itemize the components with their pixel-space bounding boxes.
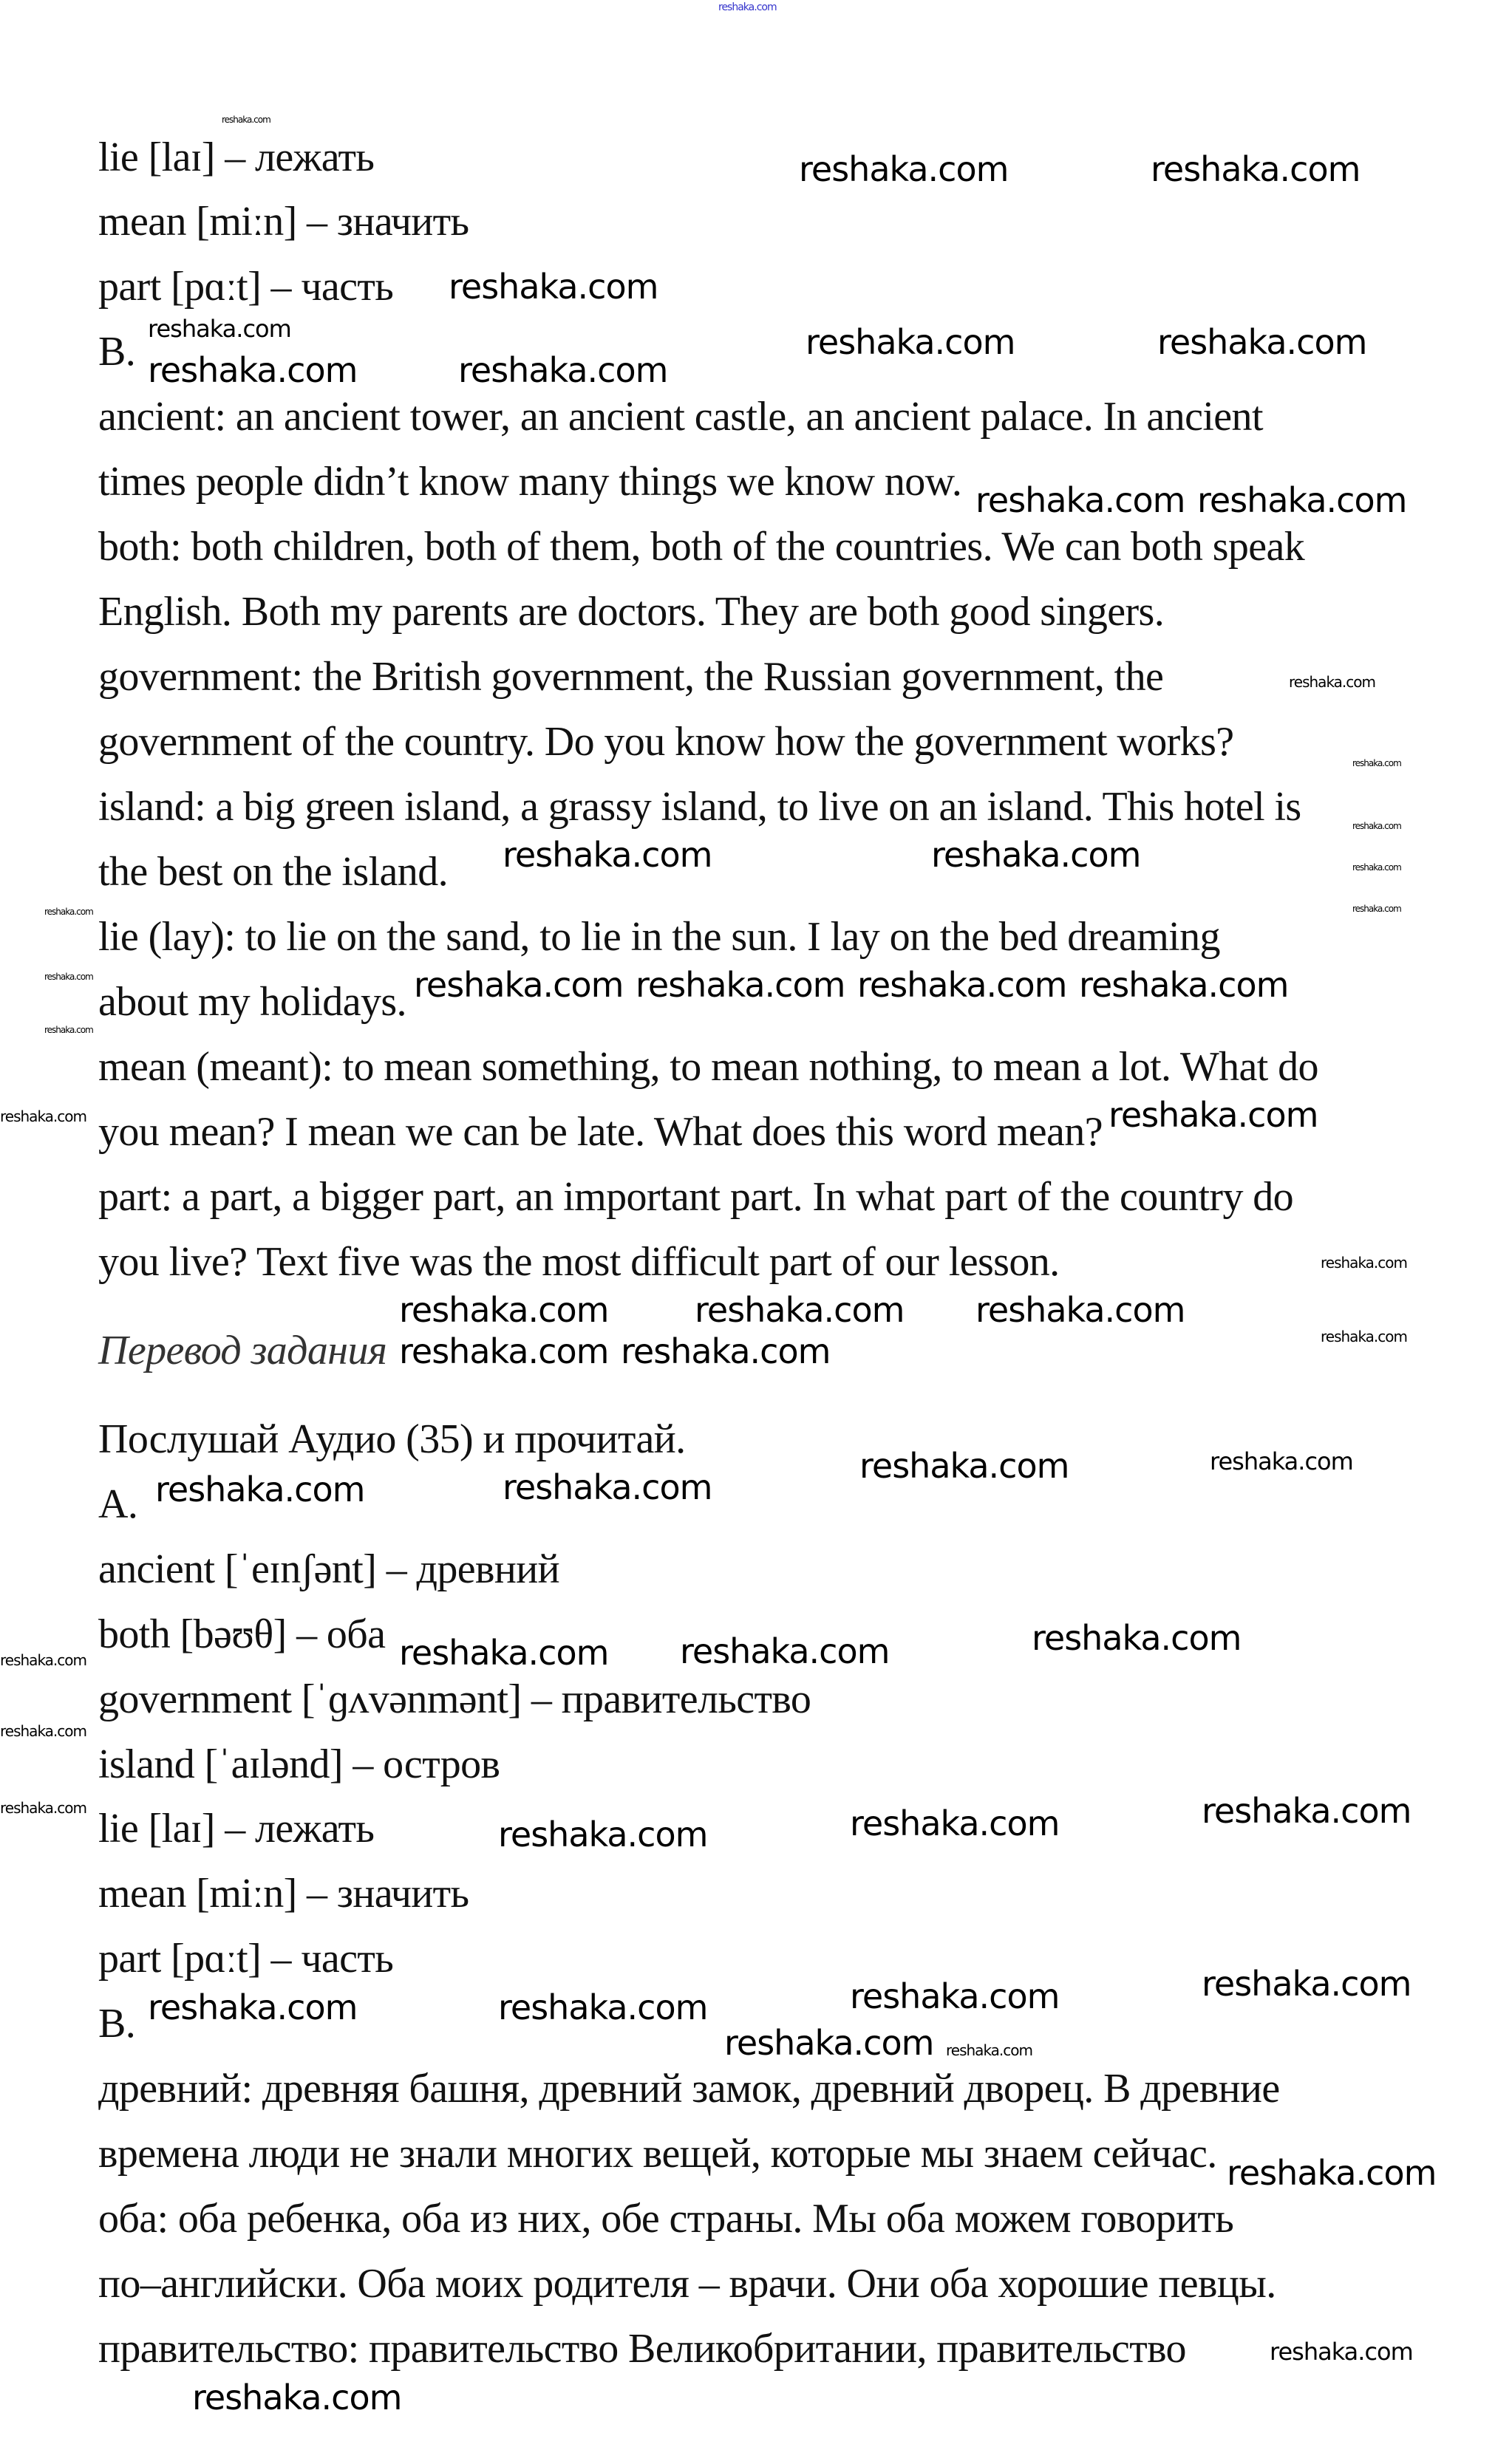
header-site-link[interactable]: reshaka.com bbox=[718, 1, 777, 13]
watermark: reshaka.com bbox=[1109, 1095, 1318, 1135]
text-line: government [ˈɡʌvənmənt] – правительство bbox=[98, 1676, 811, 1722]
watermark: reshaka.com bbox=[498, 1815, 708, 1854]
watermark: reshaka.com bbox=[222, 115, 270, 125]
watermark: reshaka.com bbox=[503, 1467, 712, 1507]
text-line: lie (lay): to lie on the sand, to lie in the sun. I lay on the bed dreaming bbox=[98, 914, 1220, 960]
watermark: reshaka.com bbox=[1289, 673, 1375, 691]
text-line: времена люди не знали многих вещей, которые мы знаем сейчас. bbox=[98, 2131, 1217, 2177]
watermark: reshaka.com bbox=[1151, 149, 1361, 189]
watermark: reshaka.com bbox=[449, 267, 658, 307]
text-line: both [bəʊθ] – оба bbox=[98, 1611, 386, 1657]
text-line: island [ˈaɪlənd] – остров bbox=[98, 1741, 500, 1787]
watermark: reshaka.com bbox=[975, 480, 1185, 520]
watermark: reshaka.com bbox=[0, 1799, 86, 1817]
text-line: you live? Text five was the most difficult part of our lesson. bbox=[98, 1239, 1060, 1285]
text-line: part [pɑːt] – часть bbox=[98, 1936, 394, 1982]
watermark: reshaka.com bbox=[498, 1987, 708, 2027]
text-line: government of the country. Do you know how the government works? bbox=[98, 719, 1234, 765]
watermark: reshaka.com bbox=[148, 350, 358, 390]
text-line: ancient: an ancient tower, an ancient castle, an ancient palace. In ancient bbox=[98, 394, 1263, 440]
watermark: reshaka.com bbox=[1352, 821, 1401, 831]
text-line: about my holidays. bbox=[98, 979, 406, 1025]
watermark: reshaka.com bbox=[857, 965, 1067, 1005]
text-line: part [pɑːt] – часть bbox=[98, 264, 394, 310]
text-line: правительство: правительство Великобритании, правительство bbox=[98, 2326, 1186, 2372]
text-line: mean [miːn] – значить bbox=[98, 1871, 469, 1917]
watermark: reshaka.com bbox=[1079, 965, 1289, 1005]
text-line: A. bbox=[98, 1481, 138, 1527]
text-line: B. bbox=[98, 329, 136, 375]
text-line: island: a big green island, a grassy island, to live on an island. This hotel is bbox=[98, 784, 1301, 830]
watermark: reshaka.com bbox=[44, 1025, 93, 1035]
watermark: reshaka.com bbox=[0, 1722, 86, 1740]
watermark: reshaka.com bbox=[859, 1446, 1069, 1486]
text-line: оба: оба ребенка, оба из них, обе страны. Мы оба можем говорить bbox=[98, 2196, 1234, 2242]
text-line: English. Both my parents are doctors. They are both good singers. bbox=[98, 589, 1165, 635]
watermark: reshaka.com bbox=[1352, 904, 1401, 914]
watermark: reshaka.com bbox=[1352, 758, 1401, 768]
watermark: reshaka.com bbox=[503, 835, 712, 875]
watermark: reshaka.com bbox=[155, 1470, 365, 1509]
text-line: mean (meant): to mean something, to mean nothing, to mean a lot. What do bbox=[98, 1044, 1318, 1090]
watermark: reshaka.com bbox=[148, 1987, 358, 2027]
watermark: reshaka.com bbox=[724, 2023, 934, 2063]
watermark: reshaka.com bbox=[806, 322, 1015, 362]
watermark: reshaka.com bbox=[1157, 322, 1367, 362]
text-line: древний: древняя башня, древний замок, древний дворец. В древние bbox=[98, 2066, 1280, 2112]
watermark: reshaka.com bbox=[44, 907, 93, 917]
text-line: government: the British government, the Russian government, the bbox=[98, 654, 1164, 700]
watermark: reshaka.com bbox=[399, 1290, 609, 1330]
watermark: reshaka.com bbox=[1202, 1791, 1411, 1831]
watermark: reshaka.com bbox=[975, 1290, 1185, 1330]
watermark: reshaka.com bbox=[0, 1108, 86, 1125]
watermark: reshaka.com bbox=[458, 350, 668, 390]
watermark: reshaka.com bbox=[44, 972, 93, 982]
watermark: reshaka.com bbox=[1321, 1328, 1407, 1345]
text-line: Послушай Аудио (35) и прочитай. bbox=[98, 1416, 686, 1462]
text-line: B. bbox=[98, 2001, 136, 2047]
watermark: reshaka.com bbox=[1202, 1964, 1411, 2004]
text-line: the best on the island. bbox=[98, 849, 449, 895]
watermark: reshaka.com bbox=[1197, 480, 1407, 520]
watermark: reshaka.com bbox=[414, 965, 624, 1005]
watermark: reshaka.com bbox=[1321, 1254, 1407, 1272]
watermark: reshaka.com bbox=[1227, 2153, 1437, 2193]
text-line: по–английски. Оба моих родителя – врачи. Они оба хорошие певцы. bbox=[98, 2261, 1276, 2307]
watermark: reshaka.com bbox=[850, 1803, 1060, 1843]
watermark: reshaka.com bbox=[1352, 862, 1401, 873]
text-line: lie [laɪ] – лежать bbox=[98, 134, 375, 180]
watermark: reshaka.com bbox=[148, 315, 291, 343]
watermark: reshaka.com bbox=[946, 2041, 1032, 2059]
text-line: ancient [ˈeɪnʃənt] – древний bbox=[98, 1546, 560, 1592]
text-line: times people didn’t know many things we know now. bbox=[98, 459, 962, 505]
text-line: lie [laɪ] – лежать bbox=[98, 1806, 375, 1852]
watermark: reshaka.com bbox=[850, 1976, 1060, 2016]
text-line: both: both children, both of them, both of the countries. We can both speak bbox=[98, 524, 1305, 570]
text-line: mean [miːn] – значить bbox=[98, 199, 469, 245]
watermark: reshaka.com bbox=[621, 1331, 831, 1371]
watermark: reshaka.com bbox=[1210, 1447, 1353, 1475]
watermark: reshaka.com bbox=[192, 2378, 402, 2417]
watermark: reshaka.com bbox=[680, 1631, 890, 1671]
section-heading: Перевод задания bbox=[98, 1328, 387, 1373]
watermark: reshaka.com bbox=[0, 1651, 86, 1669]
text-line: part: a part, a bigger part, an important part. In what part of the country do bbox=[98, 1174, 1294, 1220]
watermark: reshaka.com bbox=[399, 1633, 609, 1673]
watermark: reshaka.com bbox=[931, 835, 1141, 875]
text-line: you mean? I mean we can be late. What does this word mean? bbox=[98, 1109, 1103, 1155]
watermark: reshaka.com bbox=[1032, 1618, 1242, 1658]
watermark: reshaka.com bbox=[695, 1290, 905, 1330]
watermark: reshaka.com bbox=[399, 1331, 609, 1371]
watermark: reshaka.com bbox=[799, 149, 1009, 189]
watermark: reshaka.com bbox=[636, 965, 845, 1005]
watermark: reshaka.com bbox=[1270, 2338, 1413, 2366]
